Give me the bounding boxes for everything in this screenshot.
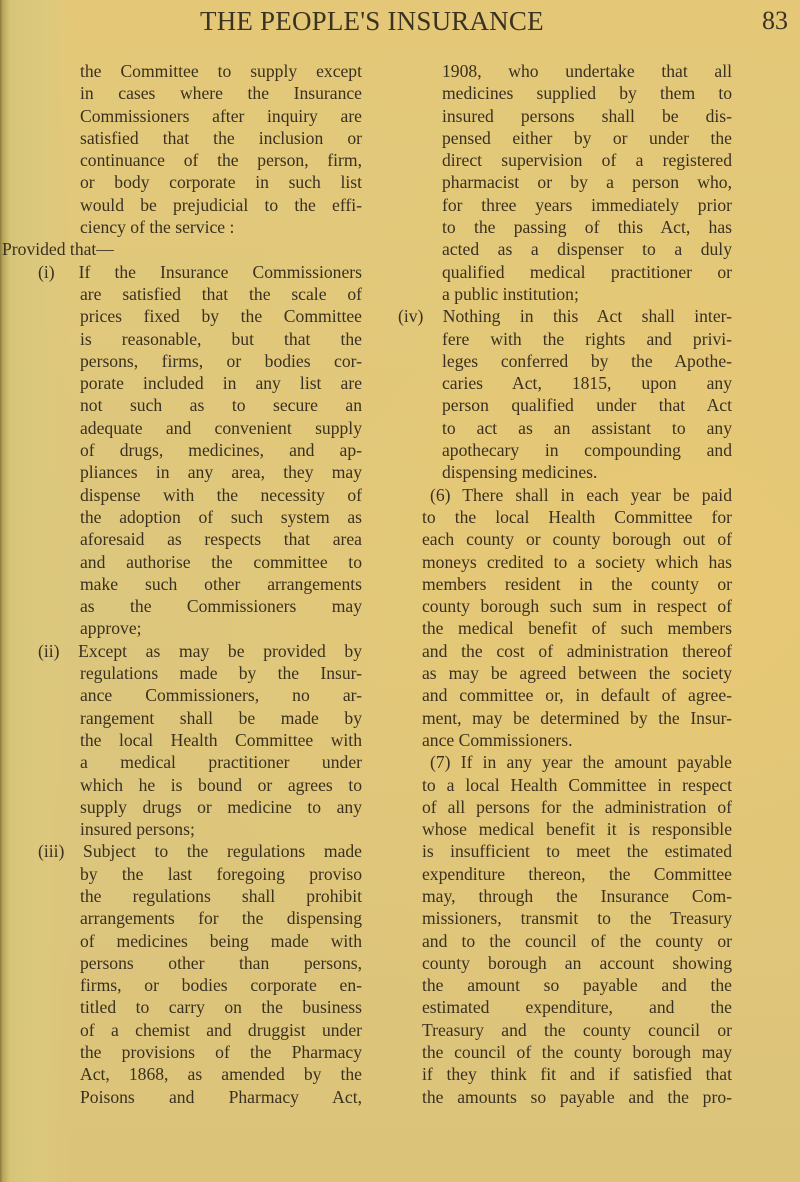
- text-line: caries Act, 1815, upon any: [442, 373, 732, 394]
- text-line: is insufficient to meet the estimated: [422, 841, 732, 862]
- text-line: are satisfied that the scale of: [80, 283, 362, 304]
- text-line: of drugs, medicines, and ap-: [80, 440, 362, 461]
- text-line: of a chemist and druggist under: [80, 1019, 362, 1040]
- text-line: which he is bound or agrees to: [80, 774, 362, 795]
- text-line: by the last foregoing proviso: [80, 863, 362, 884]
- text-line: (i) If the Insurance Commissioners: [38, 261, 362, 282]
- text-line: the adoption of such system as: [80, 506, 362, 527]
- text-line: as the Commissioners may: [80, 596, 362, 617]
- text-line: estimated expenditure, and the: [422, 997, 732, 1018]
- text-line: Act, 1868, as amended by the: [80, 1064, 362, 1085]
- text-line: and authorise the committee to: [80, 551, 362, 572]
- text-line: to act as an assistant to any: [442, 417, 732, 438]
- text-line: continuance of the person, firm,: [80, 150, 362, 171]
- page-header: [0, 4, 800, 44]
- text-line: the regulations shall prohibit: [80, 885, 362, 906]
- text-line: and the cost of administration thereof: [422, 640, 732, 661]
- text-line: if they think fit and if satisfied that: [422, 1064, 732, 1085]
- text-line: missioners, transmit to the Treasury: [422, 908, 732, 929]
- text-line: as may be agreed between the society: [422, 663, 732, 684]
- text-line: members resident in the county or: [422, 573, 732, 594]
- text-line: expenditure thereon, the Committee: [422, 863, 732, 884]
- text-line: ciency of the service :: [80, 217, 235, 238]
- text-line: to a local Health Committee in respect: [422, 774, 732, 795]
- text-line: moneys credited to a society which has: [422, 551, 732, 572]
- text-line: each county or county borough out of: [422, 529, 732, 550]
- text-line: county borough an account showing: [422, 952, 732, 973]
- text-line: porate included in any list are: [80, 373, 362, 394]
- running-title: THE PEOPLE'S INSURANCE: [200, 6, 544, 36]
- text-line: rangement shall be made by: [80, 707, 362, 728]
- text-line: or body corporate in such list: [80, 172, 362, 193]
- text-line: aforesaid as respects that area: [80, 529, 362, 550]
- text-line: qualified medical practitioner or: [442, 261, 732, 282]
- text-line: for three years immediately prior: [442, 194, 732, 215]
- text-line: Poisons and Pharmacy Act,: [80, 1086, 362, 1107]
- right-text-column: [398, 60, 732, 1108]
- text-line: person qualified under that Act: [442, 395, 732, 416]
- text-line: prices fixed by the Committee: [80, 306, 362, 327]
- text-line: the Committee to supply except: [80, 61, 362, 81]
- text-line: the amounts so payable and the pro-: [422, 1086, 732, 1107]
- text-line: leges conferred by the Apothe-: [442, 350, 732, 371]
- text-line: 1908, who undertake that all: [442, 61, 732, 81]
- text-line: pliances in any area, they may: [80, 462, 362, 483]
- text-line: (iv) Nothing in this Act shall inter-: [398, 306, 732, 327]
- text-line: supply drugs or medicine to any: [80, 796, 362, 817]
- text-line: is reasonable, but that the: [80, 328, 362, 349]
- text-line: (6) There shall in each year be paid: [430, 484, 732, 505]
- text-line: regulations made by the Insur-: [80, 663, 362, 684]
- text-line: persons, firms, or bodies cor-: [80, 350, 362, 371]
- text-line: medicines supplied by them to: [442, 83, 732, 104]
- text-line: pensed either by or under the: [442, 127, 732, 148]
- text-line: persons other than persons,: [80, 952, 362, 973]
- text-line: arrangements for the dispensing: [80, 908, 362, 929]
- text-line: the medical benefit of such members: [422, 618, 732, 639]
- text-line: a medical practitioner under: [80, 752, 362, 773]
- text-line: county borough such sum in respect of: [422, 596, 732, 617]
- text-line: titled to carry on the business: [80, 997, 362, 1018]
- text-line: and committee or, in default of agree-: [422, 685, 732, 706]
- page-number: 83: [762, 6, 788, 35]
- text-line: Commissioners after inquiry are: [80, 105, 362, 126]
- text-line: Treasury and the county council or: [422, 1019, 732, 1040]
- text-line: would be prejudicial to the effi-: [80, 194, 362, 215]
- text-line: (iii) Subject to the regulations made: [38, 841, 362, 862]
- text-line: ance Commissioners.: [422, 729, 573, 750]
- text-line: to the passing of this Act, has: [442, 217, 732, 238]
- text-line: dispensing medicines.: [442, 462, 598, 483]
- text-line: (7) If in any year the amount payable: [430, 752, 732, 773]
- text-line: whose medical benefit it is responsible: [422, 819, 732, 840]
- text-line: in cases where the Insurance: [80, 83, 362, 104]
- text-line: approve;: [80, 618, 142, 639]
- text-line: pharmacist or by a person who,: [442, 172, 732, 193]
- text-line: ment, may be determined by the Insur-: [422, 707, 732, 728]
- text-line: a public institution;: [442, 283, 579, 304]
- text-line: may, through the Insurance Com-: [422, 885, 732, 906]
- text-line: acted as a dispenser to a duly: [442, 239, 732, 260]
- text-line: Provided that—: [2, 239, 114, 260]
- text-line: insured persons shall be dis-: [442, 105, 732, 126]
- text-line: the provisions of the Pharmacy: [80, 1042, 362, 1063]
- text-line: adequate and convenient supply: [80, 417, 362, 438]
- text-line: and to the council of the county or: [422, 930, 732, 951]
- text-line: fere with the rights and privi-: [442, 328, 732, 349]
- text-line: not such as to secure an: [80, 395, 362, 416]
- text-line: direct supervision of a registered: [442, 150, 732, 171]
- text-line: apothecary in compounding and: [442, 440, 732, 461]
- text-line: satisfied that the inclusion or: [80, 127, 362, 148]
- left-text-column: [2, 60, 362, 1108]
- text-line: ance Commissioners, no ar-: [80, 685, 362, 706]
- text-line: (ii) Except as may be provided by: [38, 640, 362, 661]
- text-line: to the local Health Committee for: [422, 506, 732, 527]
- text-line: the council of the county borough may: [422, 1042, 732, 1063]
- text-line: of medicines being made with: [80, 930, 362, 951]
- text-line: insured persons;: [80, 819, 195, 840]
- text-line: make such other arrangements: [80, 573, 362, 594]
- text-line: dispense with the necessity of: [80, 484, 362, 505]
- text-line: the amount so payable and the: [422, 975, 732, 996]
- text-line: of all persons for the administration of: [422, 796, 732, 817]
- text-line: firms, or bodies corporate en-: [80, 975, 362, 996]
- text-line: the local Health Committee with: [80, 729, 362, 750]
